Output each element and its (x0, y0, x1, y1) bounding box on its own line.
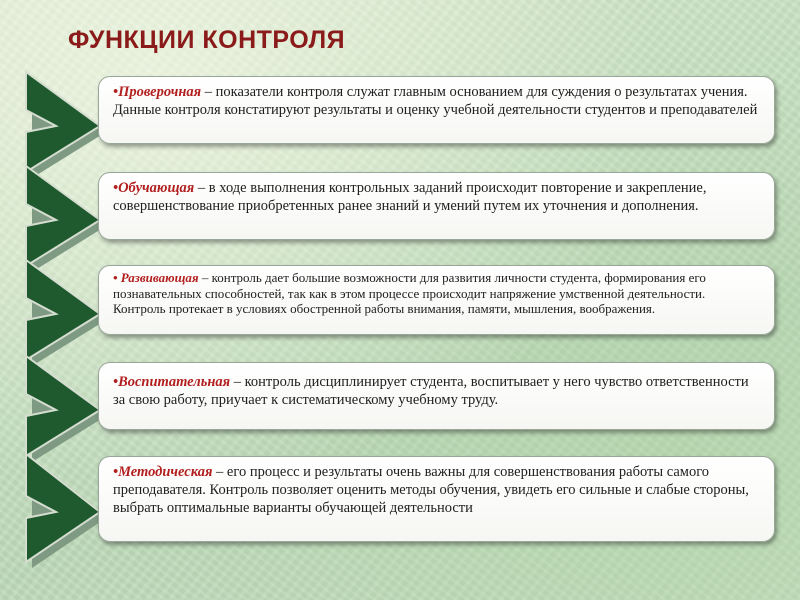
function-box-developing (98, 265, 775, 335)
function-description: – его процесс и результаты очень важны для совершенствования работы самого преподавателя. Контроль позволяет оценить методы обучения, увидеть его сильные и слабые стороны, выбрать оптимальные варианты обучающей деятельности (113, 464, 749, 517)
function-box-verification (98, 76, 775, 144)
function-box-methodical (98, 456, 775, 542)
function-box-educational (98, 362, 775, 430)
function-term: •Воспитательная (113, 374, 231, 390)
function-description: – контроль дисциплинирует студента, воспитывает у него чувство ответственности за свою работу, приучает к систематическому учебному труду. (113, 374, 749, 409)
function-description: – показатели контроля служат главным основанием для суждения о результатах учения. Данные контроля констатируют результаты и оценку учебной деятельности студентов и преподавателей (113, 84, 758, 119)
function-box-teaching (98, 172, 775, 240)
function-term: •Обучающая (113, 180, 195, 196)
function-term: •Проверочная (113, 84, 202, 100)
function-description: – контроль дает большие возможности для развития личности студента, формирования его познавательных способностей, так как в этом процессе происходит напряжение умственной деятельности. Контроль протекает в условиях обостренной работы внимания, памяти, мышления, воображения. (113, 270, 706, 317)
function-description: – в ходе выполнения контрольных заданий происходит повторение и закрепление, совершенствование приобретенных ранее знаний и умений путем их уточнения и дополнения. (113, 180, 707, 215)
function-term: • Развивающая (113, 270, 199, 285)
function-term: •Методическая (113, 464, 213, 480)
page-title: ФУНКЦИИ КОНТРОЛЯ (68, 26, 346, 54)
